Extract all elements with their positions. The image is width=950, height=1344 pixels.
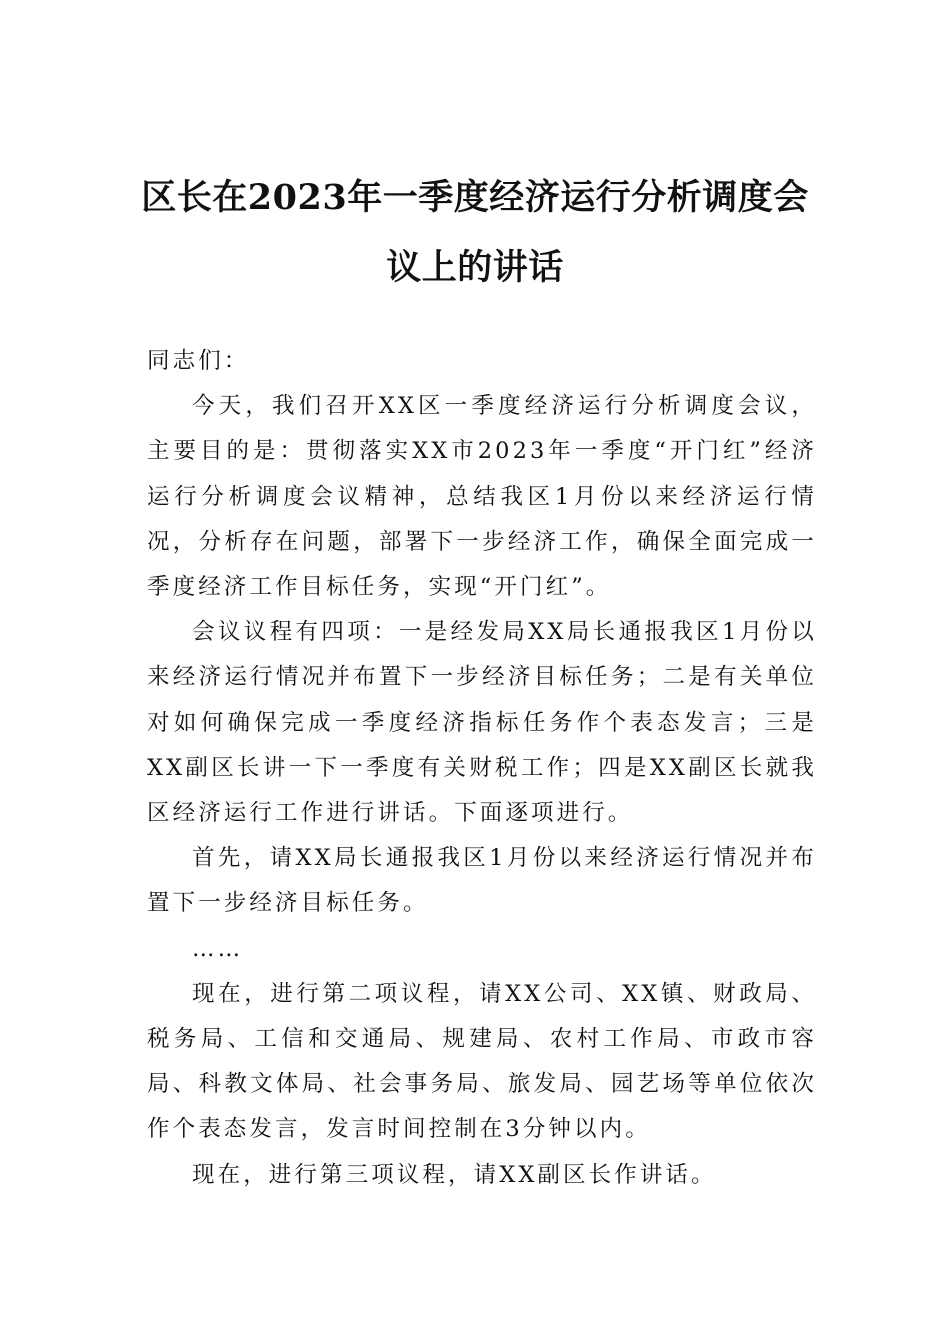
document-body (147, 339, 817, 1198)
paragraph-second-item: 现在，进行第二项议程，请XX公司、XX镇、财政局、税务局、工信和交通局、规建局、农村工作局、市政市容局、科教文体局、社会事务局、旅发局、园艺场等单位依次作个表态发言，发言时间控制在3分钟以内。 (147, 980, 817, 1143)
paragraph-third-item: 现在，进行第三项议程，请XX副区长作讲话。 (192, 1161, 717, 1188)
paragraph-agenda: 会议议程有四项：一是经发局XX局长通报我区1月份以来经济运行情况并布置下一步经济目标任务；二是有关单位对如何确保完成一季度经济指标任务作个表态发言；三是XX副区长讲一下一季度有关财税工作；四是XX副区长就我区经济运行工作进行讲话。下面逐项进行。 (147, 619, 817, 827)
paragraph-opening: 今天，我们召开XX区一季度经济运行分析调度会议，主要目的是：贯彻落实XX市2023年一季度“开门红”经济运行分析调度会议精神，总结我区1月份以来经济运行情况，分析存在问题，部署下一步经济工作，确保全面完成一季度经济工作目标任务，实现“开门红”。 (147, 393, 817, 601)
document-title-line-2: 议上的讲话 (386, 247, 564, 288)
greeting: 同志们： (147, 348, 250, 374)
paragraph-ellipsis: …… (192, 935, 244, 962)
paragraph-first-item: 首先，请XX局长通报我区1月份以来经济运行情况并布置下一步经济目标任务。 (147, 845, 817, 917)
document-title-line-1: 区长在2023年一季度经济运行分析调度会 (141, 177, 809, 218)
